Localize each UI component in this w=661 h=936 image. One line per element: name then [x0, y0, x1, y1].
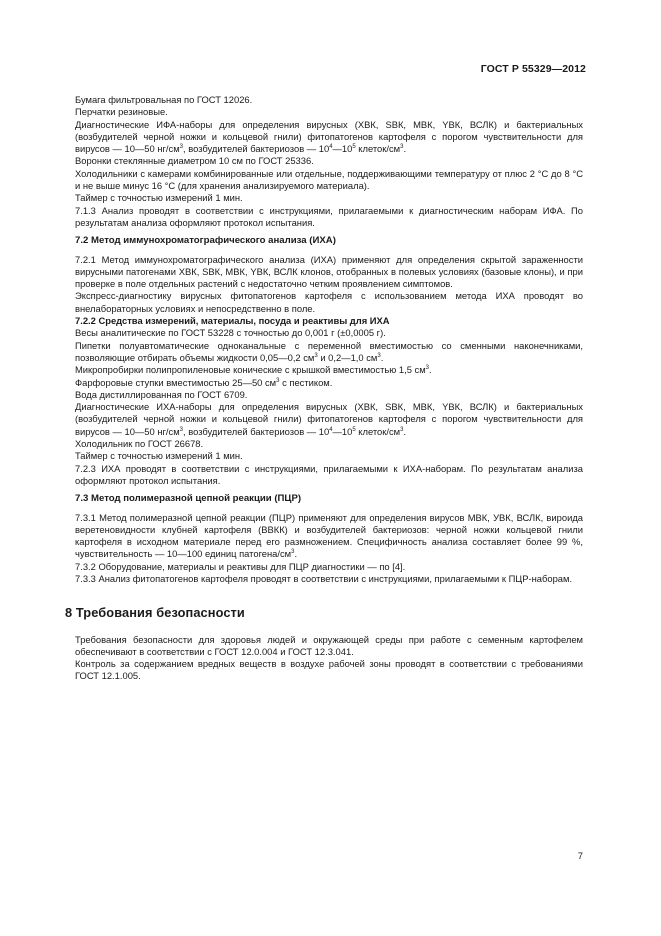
- list-item: Таймер с точностью измерений 1 мин.: [75, 192, 243, 204]
- list-item: Пипетки полуавтоматические одноканальные с переменной вместимостью со сменными наконечниками, позволяющие отбирать объемы жидкости 0,05—0,2 $см^3$ и 0,2—1,0 $см^3$.: [75, 339, 583, 363]
- list-item: Бумага фильтровальная по ГОСТ 12026.: [75, 94, 253, 105]
- paragraph: 7.2.3 ИХА проводят в соответствии с инструкциями, прилагаемыми к ИХА-наборам. По результатам анализа оформляют протокол испытания.: [75, 462, 583, 486]
- list-item: Весы аналитические по ГОСТ 53228 с точностью до 0,001 г (±0,0005 г).: [75, 327, 386, 339]
- list-item: Диагностические ИФА-наборы для определения вирусных (ХВК, SВК, МВК, YВК, ВСЛК) и бактериальных (возбудителей черной ножки и кольцевой гнили) фитопатогенов картофеля с порогом чувствительности для вирусов — 10—50 $нг/см^3$, возбудителей бактериозов — $10^4—10^5$ клеток/$см^3$.: [75, 118, 583, 155]
- document-header: ГОСТ Р 55329—2012: [480, 63, 586, 75]
- list-item: Микропробирки полипропиленовые конические с крышкой вместимостью 1,5 $см^3$.: [75, 364, 432, 376]
- list-item: Вода дистиллированная по ГОСТ 6709.: [75, 388, 248, 400]
- list-item: Перчатки резиновые.: [75, 106, 168, 118]
- page-number: 7: [577, 850, 583, 861]
- paragraph: Экспресс-диагностику вирусных фитопатогенов картофеля с использованием метода ИХА проводят во внелабораторных условиях и непосредственно в поле.: [75, 290, 583, 314]
- section-heading: 7.3 Метод полимеразной цепной реакции (ПЦР): [75, 493, 302, 505]
- list-item: Фарфоровые ступки вместимостью 25—50 $см^3$ с пестиком.: [75, 376, 333, 388]
- list-item: Холодильник по ГОСТ 26678.: [75, 438, 204, 450]
- paragraph: Контроль за содержанием вредных веществ в воздухе рабочей зоны проводят в соответствии с требованиями ГОСТ 12.1.005.: [75, 658, 583, 682]
- paragraph: 7.3.1 Метод полимеразной цепной реакции (ПЦР) применяют для определения вирусов МВК, УВК, ВСЛК, вироида веретеновидности клубней картофеля (ВВКК) и возбудителей бактериозов: черной ножки кольцевой гнили картофеля в исходном материале перед его размножением. Специфичность анализа составляет более 99 %, чувствительность — 10—100 единиц патогена/$см^3$.: [75, 511, 583, 560]
- paragraph: 7.2.1 Метод иммунохроматографического анализа (ИХА) применяют для определения скрытой зараженности вирусными патогенами ХВК, SВК, МВК, YВК, ВСЛК клонов, отобранных в полевых условиях (базовые клоны), и при проверке в поле отдельных растений с недостаточно четким проявлением симптомов.: [75, 253, 583, 290]
- paragraph: 7.3.3 Анализ фитопатогенов картофеля проводят в соответствии с инструкциями, прилагаемыми к ПЦР-наборам.: [75, 572, 573, 584]
- section-heading: 7.2 Метод иммунохроматографического анализа (ИХА): [75, 235, 336, 247]
- chapter-heading: 8 Требования безопасности: [65, 605, 245, 621]
- list-item: Воронки стеклянные диаметром 10 см по ГОСТ 25336.: [75, 155, 314, 167]
- subsection-heading: 7.2.2 Средства измерений, материалы, посуда и реактивы для ИХА: [75, 315, 390, 327]
- document-body: [65, 94, 583, 683]
- paragraph: Требования безопасности для здоровья людей и окружающей среды при работе с семенным картофелем обеспечивают в соответствии с ГОСТ 12.0.004 и ГОСТ 12.3.041.: [75, 633, 583, 657]
- list-item: Таймер с точностью измерений 1 мин.: [75, 450, 243, 462]
- list-item: Диагностические ИХА-наборы для определения вирусных (ХВК, SВК, МВК, YВК, ВСЛК) и бактериальных (возбудителей черной ножки и кольцевой гнили) фитопатогенов картофеля с порогом чувствительности для вирусов — 10—50 $нг/см^3$, возбудителей бактериозов — $10^4—10^5$ клеток/$см^3$.: [75, 401, 583, 437]
- paragraph: 7.1.3 Анализ проводят в соответствии с инструкциями, прилагаемыми к диагностическим наборам ИФА. По результатам анализа оформляют протокол испытания.: [75, 204, 583, 228]
- paragraph: 7.3.2 Оборудование, материалы и реактивы для ПЦР диагностики — по [4].: [75, 560, 406, 572]
- list-item: Холодильники с камерами комбинированные или отдельные, поддерживающими температуру от плюс 2 °С до 8 °С и не выше минус 16 °С (для хранения анализируемого материала).: [75, 167, 583, 192]
